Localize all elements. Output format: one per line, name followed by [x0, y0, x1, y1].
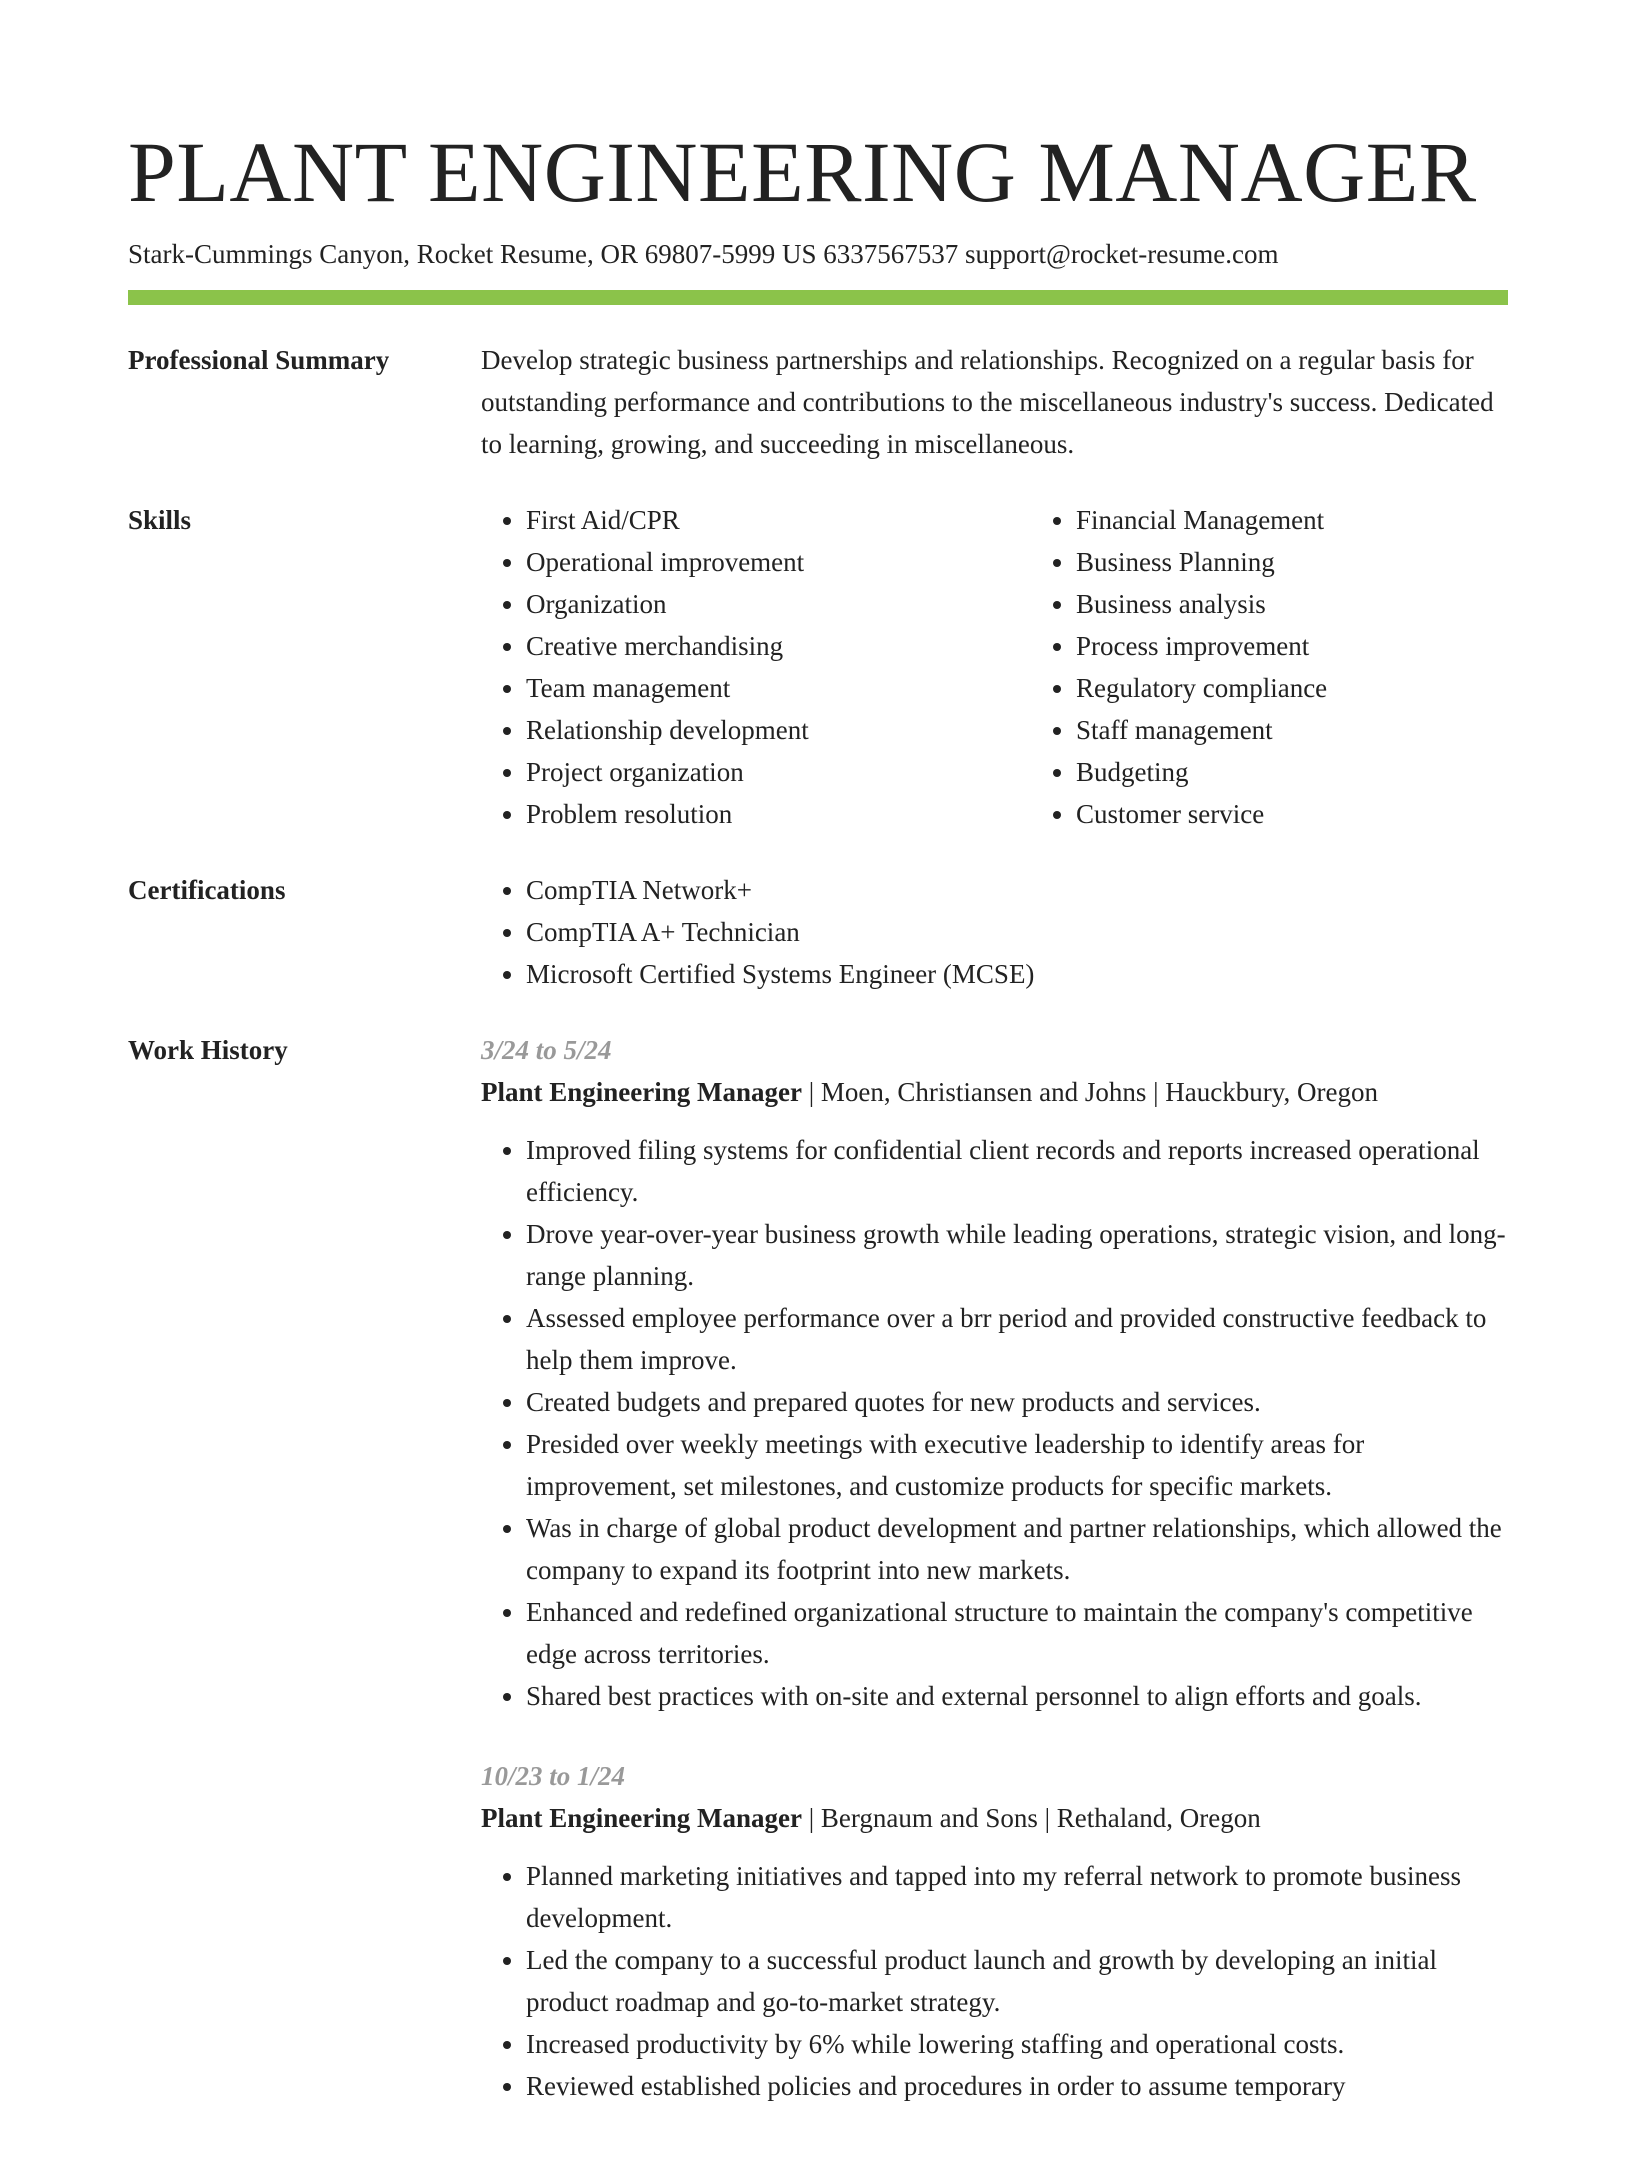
job-bullets: [481, 1855, 1508, 2107]
job-company-location: | Moen, Christiansen and Johns | Hauckbury, Oregon: [801, 1077, 1378, 1107]
job-title: Plant Engineering Manager: [481, 1077, 802, 1107]
resume-name: PLANT ENGINEERING MANAGER: [128, 124, 1477, 220]
skill-item: • Relationship development: [526, 709, 1031, 751]
job-bullet: • Created budgets and prepared quotes for new products and services.: [526, 1381, 1508, 1423]
job-bullet: • Increased productivity by 6% while lowering staffing and operational costs.: [526, 2023, 1508, 2065]
job-title: Plant Engineering Manager: [481, 1803, 802, 1833]
skill-item: • Budgeting: [1076, 751, 1581, 793]
job-heading: [481, 1797, 1508, 1839]
job-date: 3/24 to 5/24: [481, 1035, 612, 1065]
skill-item: • Project organization: [526, 751, 1031, 793]
certification-item: • CompTIA A+ Technician: [526, 911, 1508, 953]
job-bullets: [481, 1129, 1508, 1717]
contact-line: Stark-Cummings Canyon, Rocket Resume, OR 69807-5999 US 6337567537 support@rocket-resume.com: [128, 239, 1279, 269]
skill-item: • Financial Management: [1076, 499, 1581, 541]
section-title: Certifications: [128, 875, 286, 905]
skill-item: • Business analysis: [1076, 583, 1581, 625]
skills-grid: [481, 499, 1581, 835]
job-entry: [481, 1029, 1508, 1717]
skills-column-1: [481, 499, 1031, 835]
job-bullet: • Assessed employee performance over a brr period and provided constructive feedback to help them improve.: [526, 1297, 1508, 1381]
section-title: Professional Summary: [128, 345, 390, 375]
job-bullet: • Shared best practices with on-site and external personnel to align efforts and goals.: [526, 1675, 1508, 1717]
certification-item: • CompTIA Network+: [526, 869, 1508, 911]
job-bullet: • Planned marketing initiatives and tapped into my referral network to promote business development.: [526, 1855, 1508, 1939]
skill-item: • Business Planning: [1076, 541, 1581, 583]
job-bullet: • Improved filing systems for confidential client records and reports increased operational efficiency.: [526, 1129, 1508, 1213]
section-title: Work History: [128, 1035, 288, 1065]
job-bullet: • Led the company to a successful product launch and growth by developing an initial product roadmap and go-to-market strategy.: [526, 1939, 1508, 2023]
skill-item: • Process improvement: [1076, 625, 1581, 667]
skills-column-2: [1031, 499, 1581, 835]
skill-item: • Staff management: [1076, 709, 1581, 751]
skill-item: • Regulatory compliance: [1076, 667, 1581, 709]
job-bullet: • Drove year-over-year business growth while leading operations, strategic vision, and long-range planning.: [526, 1213, 1508, 1297]
skill-item: • Operational improvement: [526, 541, 1031, 583]
certification-item: • Microsoft Certified Systems Engineer (MCSE): [526, 953, 1508, 995]
skill-item: • Creative merchandising: [526, 625, 1031, 667]
certifications-section: [128, 869, 1508, 995]
summary-text: Develop strategic business partnerships and relationships. Recognized on a regular basis for outstanding performance and contributions to the miscellaneous industry's success. Dedicated to learning, growing, and succeeding in miscellaneous.: [481, 345, 1494, 459]
resume-page: [128, 118, 1508, 2179]
section-title: Skills: [128, 505, 192, 535]
job-bullet: • Was in charge of global product development and partner relationships, which allowed the company to expand its footprint into new markets.: [526, 1507, 1508, 1591]
work-history-list: [481, 1029, 1508, 2145]
accent-divider: [128, 290, 1508, 305]
job-bullet: • Reviewed established policies and procedures in order to assume temporary: [526, 2065, 1508, 2107]
skill-item: • Problem resolution: [526, 793, 1031, 835]
job-company-location: | Bergnaum and Sons | Rethaland, Oregon: [801, 1803, 1261, 1833]
work-history-section: [128, 1029, 1508, 2145]
certifications-list: [481, 869, 1508, 995]
skill-item: • Team management: [526, 667, 1031, 709]
job-heading: [481, 1071, 1508, 1113]
job-entry: [481, 1755, 1508, 2107]
job-bullet: • Enhanced and redefined organizational structure to maintain the company's competitive edge across territories.: [526, 1591, 1508, 1675]
skill-item: • Customer service: [1076, 793, 1581, 835]
job-date: 10/23 to 1/24: [481, 1761, 626, 1791]
professional-summary-section: [128, 339, 1508, 465]
skill-item: • First Aid/CPR: [526, 499, 1031, 541]
job-bullet: • Presided over weekly meetings with executive leadership to identify areas for improvement, set milestones, and customize products for specific markets.: [526, 1423, 1508, 1507]
skills-section: [128, 499, 1508, 835]
skill-item: • Organization: [526, 583, 1031, 625]
